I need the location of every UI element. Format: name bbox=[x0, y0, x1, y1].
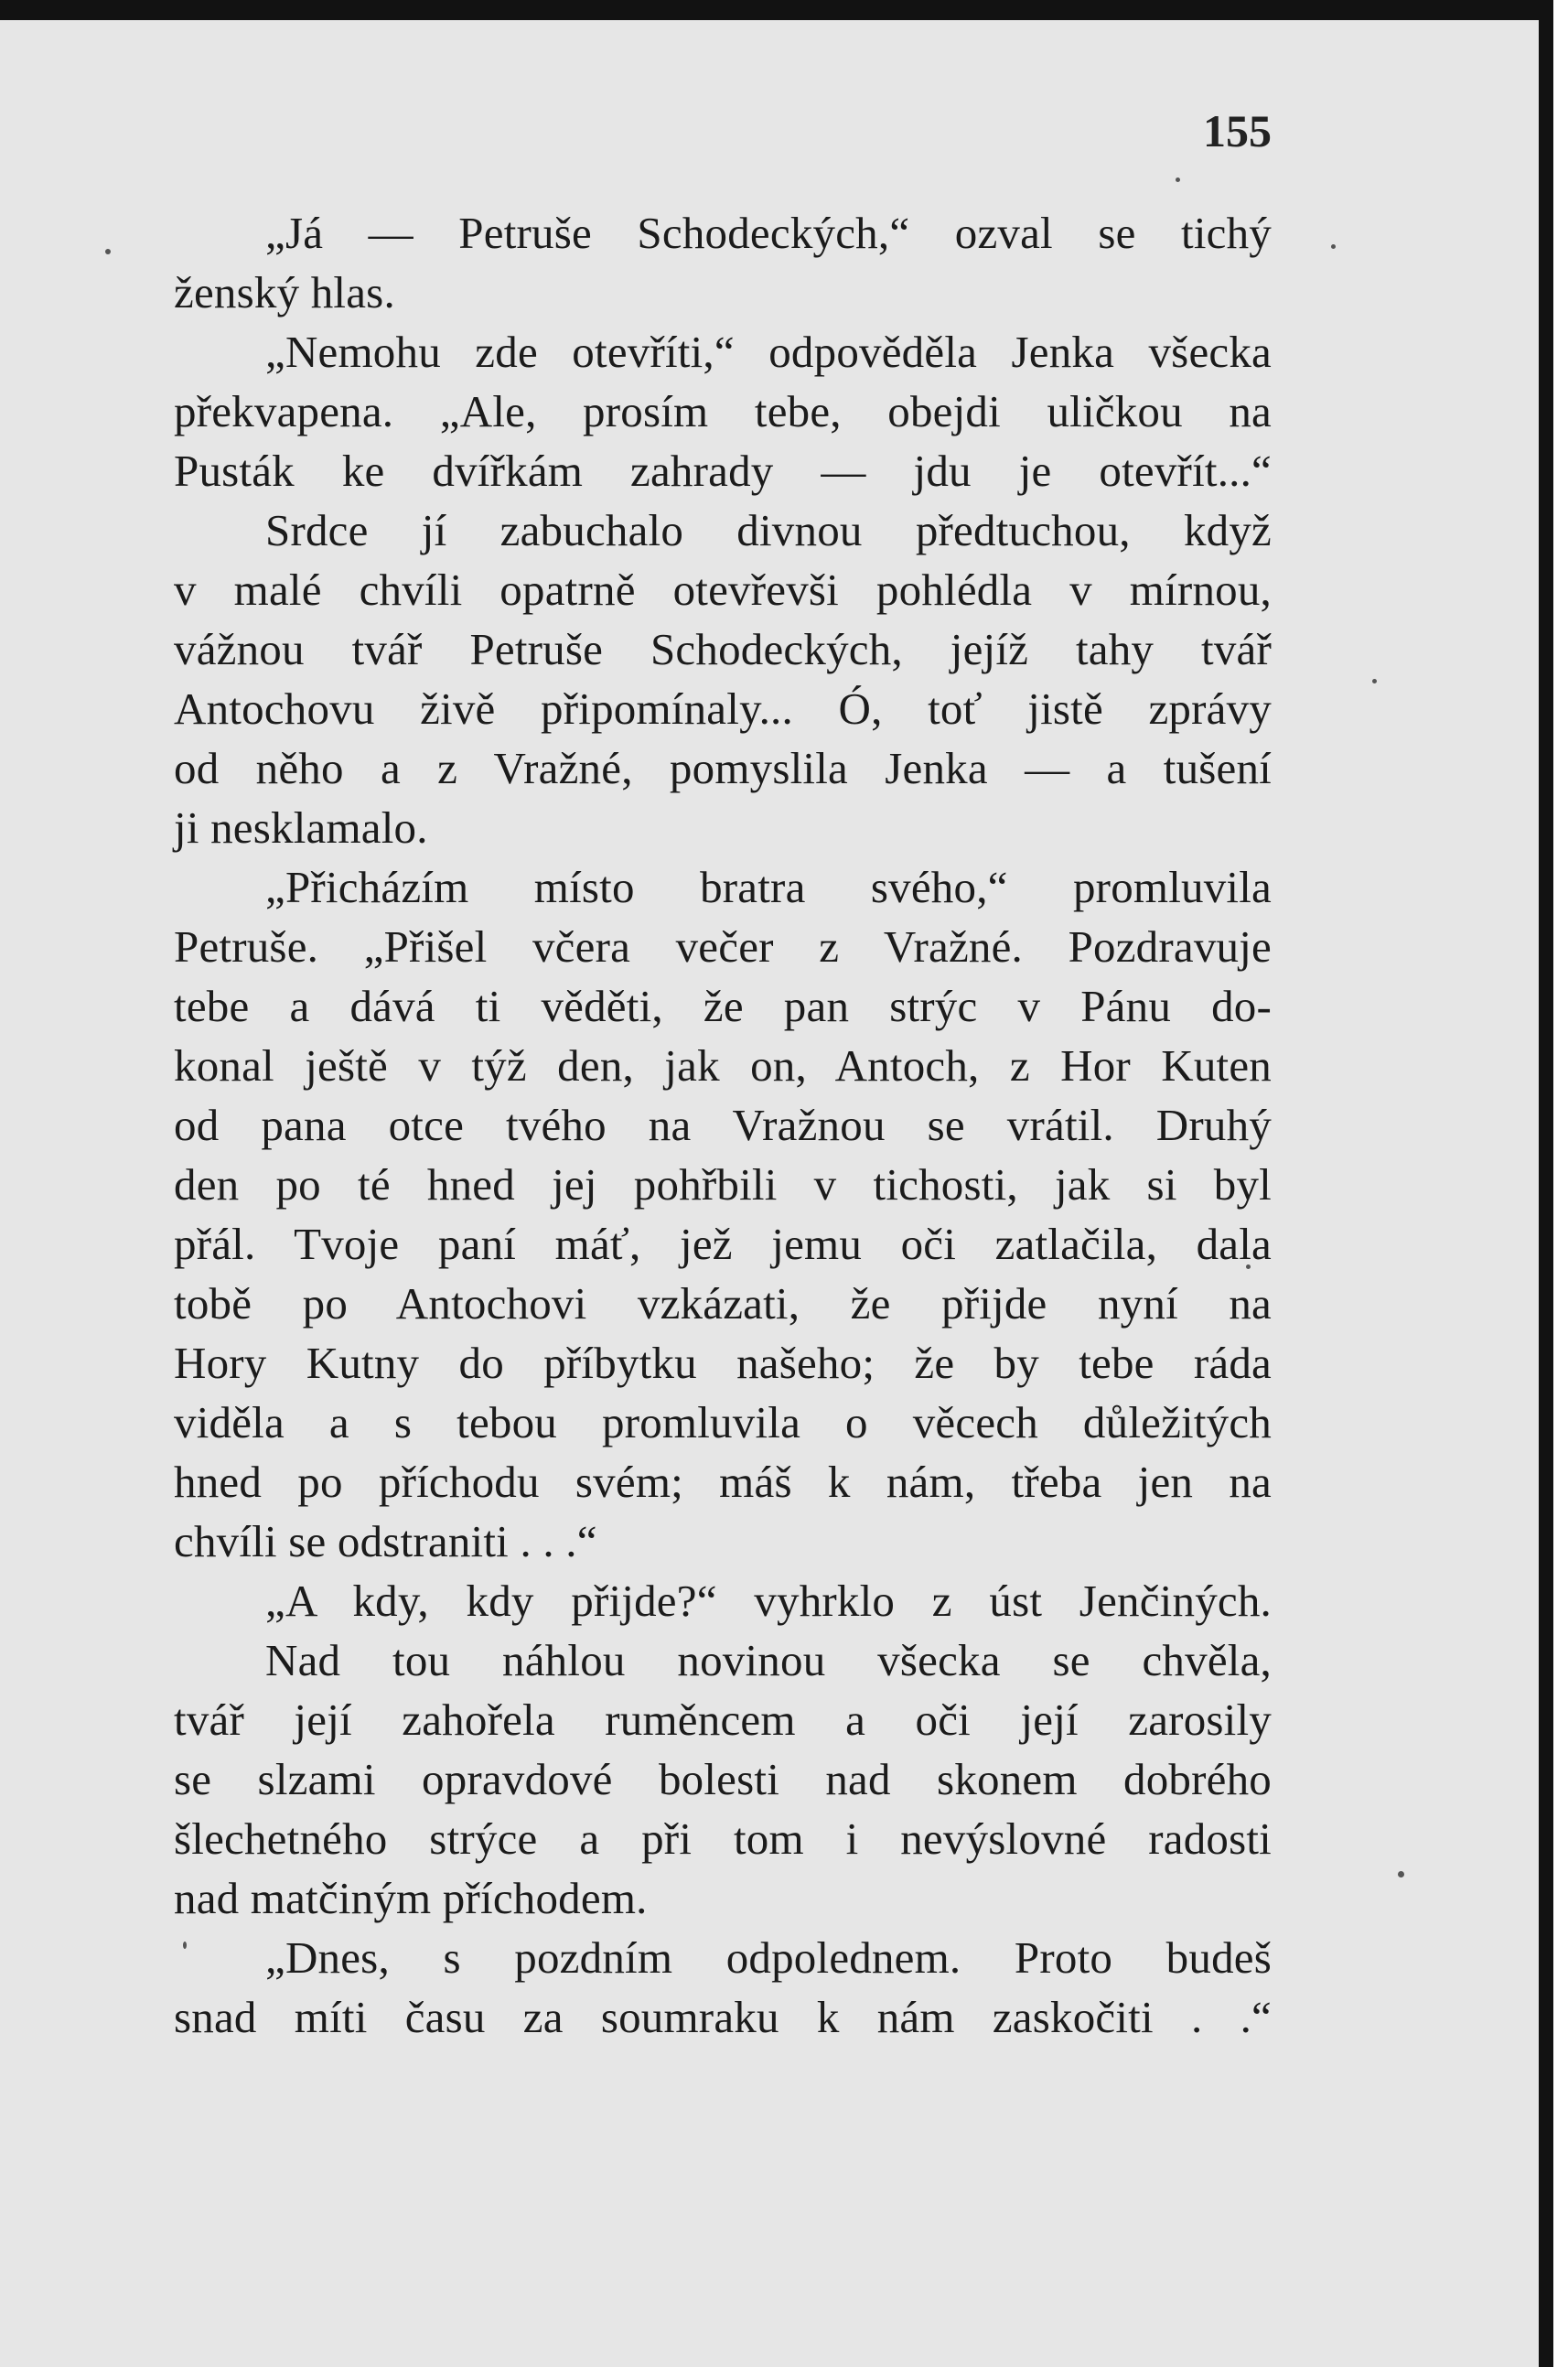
text-line: hned po příchodu svém; máš k nám, třeba jen na bbox=[174, 1457, 1272, 1507]
text-line: Antochovu živě připomínaly... Ó, toť jistě zprávy bbox=[174, 683, 1272, 734]
text-line: den po té hned jej pohřbili v tichosti, jak si byl bbox=[174, 1159, 1272, 1210]
text-line: Hory Kutny do příbytku našeho; že by tebe ráda bbox=[174, 1338, 1272, 1388]
text-line: tvář její zahořela ruměncem a oči její zarosily bbox=[174, 1695, 1272, 1745]
text-line: „Já — Petruše Schodeckých,“ ozval se tichý bbox=[265, 208, 1272, 258]
text-line: v malé chvíli opatrně otevřevši pohlédla v mírnou, bbox=[174, 565, 1272, 615]
scan-speck bbox=[1398, 1871, 1404, 1877]
scan-speck bbox=[1372, 679, 1377, 683]
body-text bbox=[174, 203, 1272, 2047]
text-line: překvapena. „Ale, prosím tebe, obejdi uličkou na bbox=[174, 386, 1272, 436]
text-line: přál. Tvoje paní máť, jež jemu oči zatlačila, dala bbox=[174, 1219, 1272, 1269]
text-line: konal ještě v týž den, jak on, Antoch, z Hor Kuten bbox=[174, 1040, 1272, 1091]
scan-speck bbox=[105, 249, 111, 254]
text-line: „Přicházím místo bratra svého,“ promluvila bbox=[265, 862, 1272, 912]
text-line: od pana otce tvého na Vražnou se vrátil. Druhý bbox=[174, 1100, 1272, 1150]
text-line: od něho a z Vražné, pomyslila Jenka — a tušení bbox=[174, 743, 1272, 793]
scan-speck bbox=[1176, 178, 1180, 182]
text-line: šlechetného strýce a při tom i nevýslovné radosti bbox=[174, 1813, 1272, 1864]
text-line: „Dnes, s pozdním odpolednem. Proto budeš bbox=[265, 1932, 1272, 1983]
text-line: Pusták ke dvířkám zahrady — jdu je otevřít...“ bbox=[174, 446, 1272, 496]
text-line: „Nemohu zde otevříti,“ odpověděla Jenka všecka bbox=[265, 327, 1272, 377]
text-line: ženský hlas. bbox=[174, 267, 395, 317]
text-line: „A kdy, kdy přijde?“ vyhrklo z úst Jenčiných. bbox=[265, 1576, 1272, 1626]
text-line: vážnou tvář Petruše Schodeckých, jejíž tahy tvář bbox=[174, 624, 1272, 674]
text-line: nad matčiným příchodem. bbox=[174, 1873, 648, 1923]
text-line: chvíli se odstraniti . . .“ bbox=[174, 1516, 597, 1566]
text-line: Nad tou náhlou novinou všecka se chvěla, bbox=[265, 1635, 1272, 1685]
text-line: ji nesklamalo. bbox=[174, 802, 428, 853]
text-line: tobě po Antochovi vzkázati, že přijde nyní na bbox=[174, 1278, 1272, 1329]
scan-speck bbox=[1331, 244, 1336, 249]
text-line: snad míti času za soumraku k nám zaskočiti . .“ bbox=[174, 1992, 1272, 2042]
text-line: se slzami opravdové bolesti nad skonem dobrého bbox=[174, 1754, 1272, 1804]
text-line: Srdce jí zabuchalo divnou předtuchou, když bbox=[265, 505, 1272, 555]
page-number: 155 bbox=[1203, 105, 1272, 156]
text-line: viděla a s tebou promluvila o věcech důležitých bbox=[174, 1397, 1272, 1447]
text-line: tebe a dává ti věděti, že pan strýc v Pánu do- bbox=[174, 981, 1272, 1031]
text-line: Petruše. „Přišel včera večer z Vražné. Pozdravuje bbox=[174, 921, 1272, 972]
